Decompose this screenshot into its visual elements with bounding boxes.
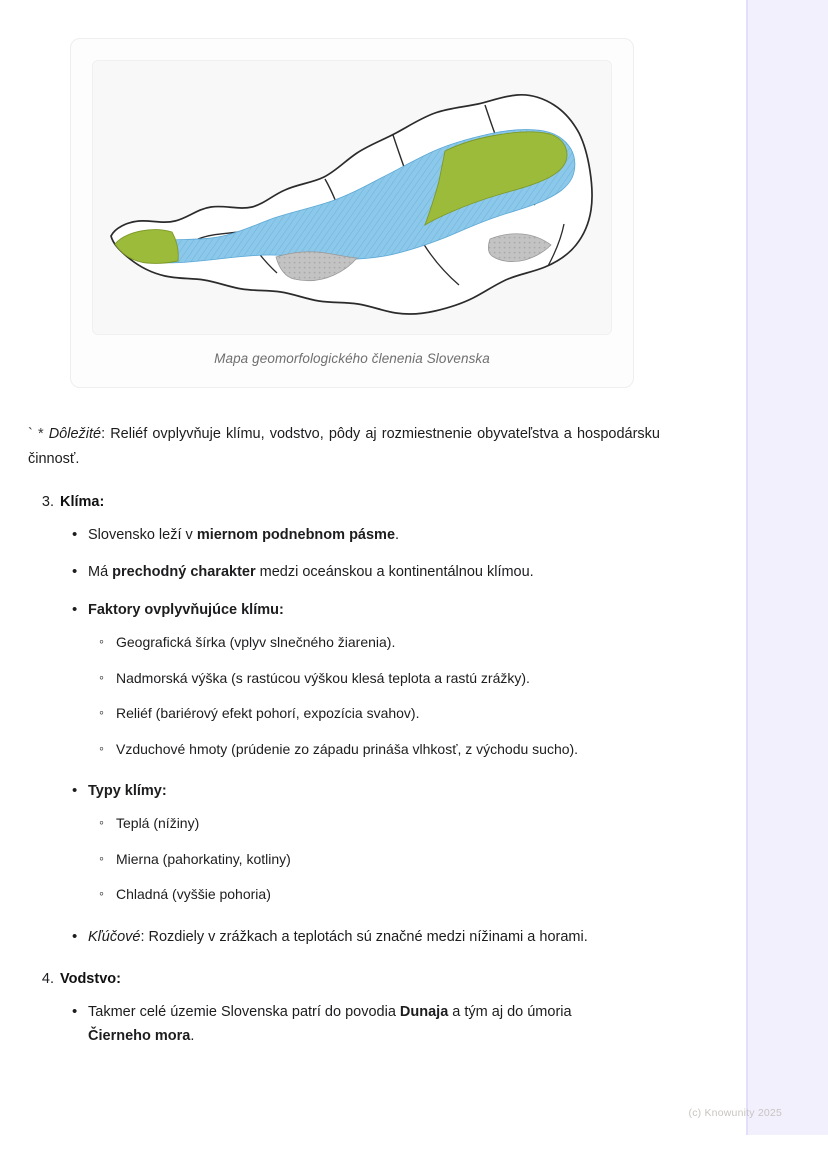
klima-factors-sublist [88, 631, 630, 760]
note-text: Reliéf ovplyvňuje klímu, vodstvo, pôdy aj rozmiestnenie obyvateľstva a hospodársku činnosť. [28, 426, 660, 467]
bullet-text: : Rozdiely v zrážkach a teplotách sú značné medzi nížinami a horami. [140, 928, 588, 945]
section-number: 4. [41, 971, 54, 988]
section-title: Klíma: [60, 493, 105, 510]
list-item: ◦ Teplá (nížiny) [116, 812, 630, 834]
bullet-text-mid: a tým aj do úmoria [448, 1004, 572, 1021]
list-item: ◦ Reliéf (bariérový efekt pohorí, expozícia svahov). [116, 702, 630, 724]
figure-card [70, 38, 634, 388]
bullet-text-tail: medzi oceánskou a kontinentálnou klímou. [255, 564, 534, 581]
list-item [88, 524, 748, 547]
section-list-vodstvo [0, 971, 748, 1048]
list-item: ◦ Mierna (pahorkatiny, kotliny) [116, 848, 630, 870]
figure-caption: Mapa geomorfologického členenia Slovenska [214, 351, 490, 366]
map-image [92, 60, 612, 335]
list-item [88, 599, 748, 760]
list-item [88, 561, 748, 584]
bullet-emphasis-2: Čierneho mora [88, 1027, 191, 1044]
bullet-emphasis: miernom podnebnom pásme [196, 526, 396, 543]
page-side-panel [748, 0, 828, 1135]
slovakia-geomorphology-map-icon [93, 61, 612, 335]
bullet-text: Takmer celé územie Slovenska patrí do povodia [88, 1004, 400, 1021]
section-number: 3. [41, 493, 54, 510]
document-content [0, 38, 748, 1048]
important-note-paragraph [0, 422, 748, 472]
list-item: ◦ Geografická šírka (vplyv slnečného žiarenia). [116, 631, 630, 653]
bullet-emphasis: Dunaja [399, 1004, 449, 1021]
klima-bullets [60, 524, 748, 949]
list-item: ◦ Vzduchové hmoty (prúdenie zo západu prináša vlhkosť, z východu sucho). [116, 738, 630, 760]
list-item: ◦ Chladná (vyššie pohoria) [116, 883, 630, 905]
watermark: (c) Knowunity 2025 [688, 1107, 782, 1119]
list-item: ◦ Nadmorská výška (s rastúcou výškou klesá teplota a rastú zrážky). [116, 667, 630, 689]
bullet-text-tail: . [395, 526, 400, 543]
bullet-heading: Typy klímy: [88, 782, 167, 799]
list-item [88, 1001, 748, 1048]
note-tick-mark: ` [28, 426, 33, 442]
section-vodstvo [41, 971, 748, 1048]
bullet-heading: Faktory ovplyvňujúce klímu: [88, 601, 284, 618]
bullet-text: Slovensko leží v [88, 526, 197, 543]
bullet-text: Má [88, 564, 113, 581]
note-star-mark: * [37, 426, 44, 442]
bullet-key-label: Kľúčové [88, 928, 141, 945]
section-list-klima [0, 494, 748, 949]
note-colon: : [101, 426, 106, 442]
list-item [88, 926, 748, 949]
note-label: Dôležité [48, 426, 102, 442]
section-title: Vodstvo: [60, 971, 121, 988]
bullet-text-tail: . [190, 1027, 195, 1044]
section-klima [41, 493, 748, 949]
klima-types-sublist [88, 812, 630, 905]
vodstvo-bullets [60, 1001, 748, 1048]
bullet-emphasis: prechodný charakter [112, 564, 256, 581]
list-item [88, 780, 748, 906]
